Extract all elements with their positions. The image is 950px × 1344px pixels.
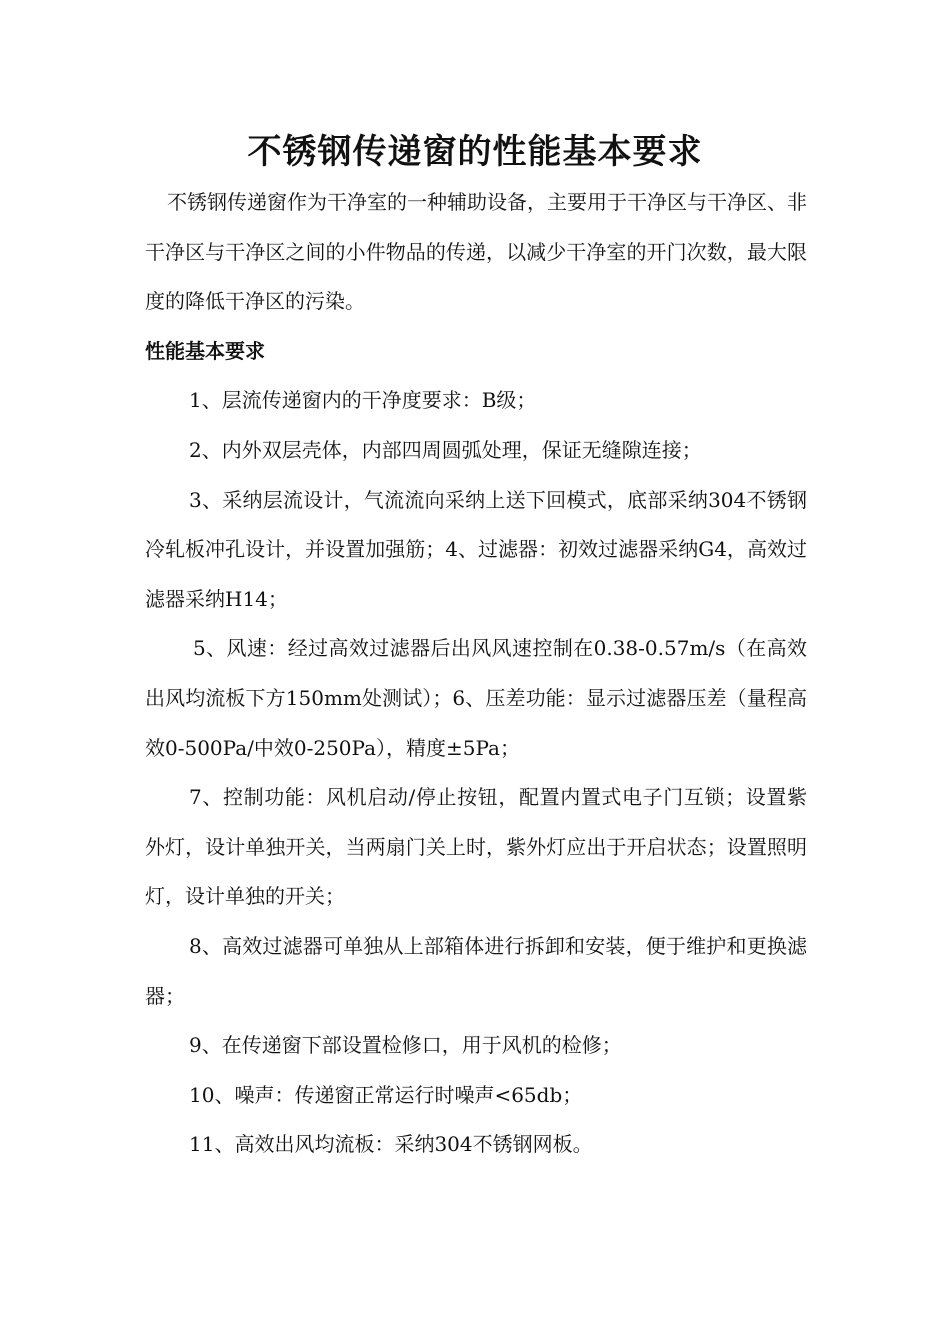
requirement-item-3-4: 3、采纳层流设计，气流流向采纳上送下回模式，底部采纳304不锈钢冷轧板冲孔设计，并设置加强筋；4、过滤器：初效过滤器采纳G4，高效过滤器采纳H14；	[145, 487, 807, 611]
requirement-item-5-6: 5、风速：经过高效过滤器后出风风速控制在0.38-0.57m/s（在高效出风均流板下方150mm处测试）；6、压差功能：显示过滤器压差（量程高效0-500Pa/中效0-250Pa），精度±5Pa；	[145, 636, 807, 760]
page-title: 不锈钢传递窗的性能基本要求	[247, 132, 703, 172]
requirement-item-8: 8、高效过滤器可单独从上部箱体进行拆卸和安装，便于维护和更换滤器；	[145, 933, 807, 1008]
requirement-item-11: 11、高效出风均流板：采纳304不锈钢网板。	[189, 1132, 593, 1157]
requirement-item-7: 7、控制功能：风机启动/停止按钮，配置内置式电子门互锁；设置紫外灯，设计单独开关，当两扇门关上时，紫外灯应出于开启状态；设置照明灯，设计单独的开关；	[145, 785, 807, 909]
requirement-item-2: 2、内外双层壳体，内部四周圆弧处理，保证无缝隙连接；	[189, 437, 702, 462]
requirement-item-10: 10、噪声：传递窗正常运行时噪声<65db；	[189, 1082, 583, 1107]
requirement-item-1: 1、层流传递窗内的干净度要求：B级；	[189, 388, 537, 413]
intro-paragraph: 不锈钢传递窗作为干净室的一种辅助设备，主要用于干净区与干净区、非干净区与干净区之间的小件物品的传递，以减少干净室的开门次数，最大限度的降低干净区的污染。	[145, 190, 807, 314]
section-heading: 性能基本要求	[145, 338, 265, 363]
document-body	[145, 178, 807, 1170]
requirement-item-9: 9、在传递窗下部设置检修口，用于风机的检修；	[189, 1033, 622, 1058]
